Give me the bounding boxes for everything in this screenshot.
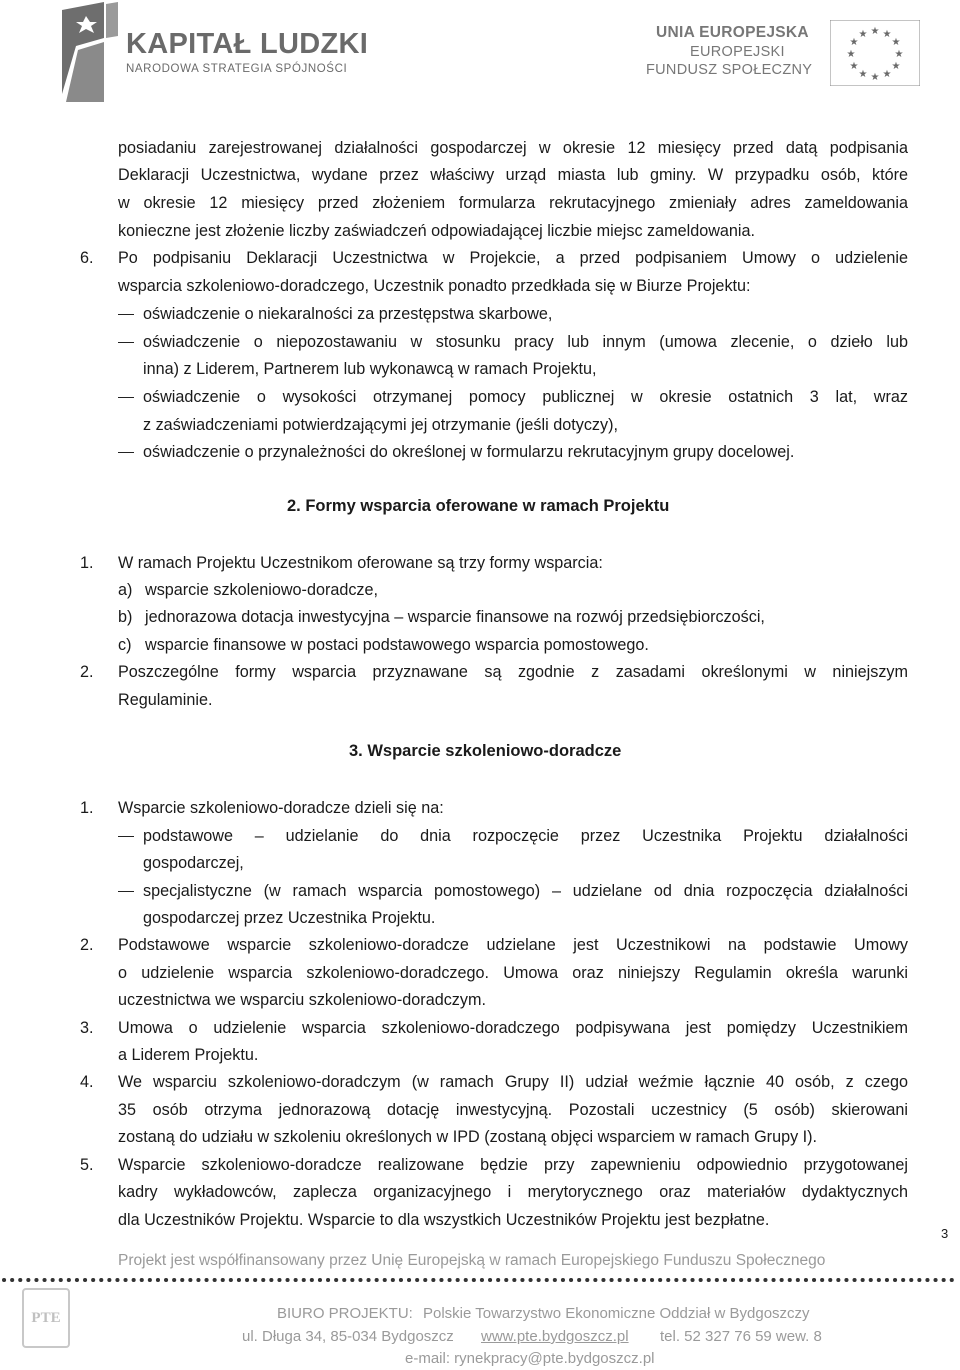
paragraph-line: We wsparciu szkoleniowo-doradczym (w ramach Grupy II) udział weźmie łącznie 40 osób, z czego bbox=[118, 1073, 908, 1091]
section-heading: 2. Formy wsparcia oferowane w ramach Projektu bbox=[287, 497, 670, 515]
eu-logo-line2: EUROPEJSKI bbox=[690, 44, 785, 60]
dotted-separator bbox=[0, 1276, 960, 1284]
section-heading: 3. Wsparcie szkoleniowo-doradcze bbox=[349, 742, 622, 760]
paragraph-line: Regulaminie. bbox=[118, 691, 213, 709]
bullet-text: oświadczenie o przynależności do określonej w formularzu rekrutacyjnym grupy docelowej. bbox=[143, 443, 795, 461]
eu-logo-line3: FUNDUSZ SPOŁECZNY bbox=[646, 62, 813, 78]
dash-bullet bbox=[118, 397, 134, 398]
bullet-text: z zaświadczeniami potwierdzającymi jej otrzymanie (jeśli dotyczy), bbox=[143, 416, 618, 434]
bullet-text: specjalistyczne (w ramach wsparcia pomostowego) – udzielane od dnia rozpoczęcia działalności bbox=[143, 882, 908, 900]
svg-text:★: ★ bbox=[882, 29, 892, 40]
paragraph-line: uczestnictwa we wsparciu szkoleniowo-doradczym. bbox=[118, 991, 486, 1009]
office-label: BIURO PROJEKTU: bbox=[277, 1305, 413, 1322]
paragraph-line: dla Uczestników Projektu. Wsparcie to dla wszystkich Uczestników Projektu jest bezpłatne. bbox=[118, 1211, 770, 1229]
bullet-text: oświadczenie o niekaralności za przestępstwa skarbowe, bbox=[143, 305, 553, 323]
svg-text:★: ★ bbox=[870, 72, 880, 83]
paragraph-line: Wsparcie szkoleniowo-doradcze dzieli się na: bbox=[118, 799, 444, 817]
paragraph-line: Deklaracji Uczestnictwa, wydane przez właściwy urząd miasta lub gminy. W przypadku osób, które bbox=[118, 166, 908, 184]
list-number: 2. bbox=[80, 936, 94, 954]
kapital-ludzki-title: KAPITAŁ LUDZKI bbox=[126, 28, 369, 60]
bullet-text: inna) z Liderem, Partnerem lub wykonawcą w ramach Projektu, bbox=[143, 360, 597, 378]
dash-bullet bbox=[118, 314, 134, 315]
cofinance-note: Projekt jest współfinansowany przez Unię Europejską w ramach Europejskiego Funduszu Społecznego bbox=[118, 1252, 826, 1269]
paragraph-line: Po podpisaniu Deklaracji Uczestnictwa w Projekcie, a przed podpisaniem Umowy o udzielenie bbox=[118, 249, 908, 267]
page-number: 3 bbox=[941, 1226, 949, 1241]
office-phone: tel. 52 327 76 59 wew. 8 bbox=[660, 1328, 822, 1345]
bullet-text: oświadczenie o wysokości otrzymanej pomocy publicznej w okresie ostatnich 3 lat, wraz bbox=[143, 388, 908, 406]
dash-bullet bbox=[118, 342, 134, 343]
sub-item-text: jednorazowa dotacja inwestycyjna – wsparcie finansowe na rozwój przedsiębiorczości, bbox=[145, 608, 765, 626]
list-number: 3. bbox=[80, 1019, 94, 1037]
svg-text:★: ★ bbox=[891, 61, 901, 72]
paragraph-line: konieczne jest złożenie liczby zaświadczeń odpowiadającej liczbie miejsc zameldowania. bbox=[118, 222, 756, 240]
sub-item-label: b) bbox=[118, 608, 133, 626]
bullet-text: gospodarczej przez Uczestnika Projektu. bbox=[143, 909, 436, 927]
kapital-ludzki-subtitle: NARODOWA STRATEGIA SPÓJNOŚCI bbox=[126, 63, 348, 75]
bullet-text: oświadczenie o niepozostawaniu w stosunku pracy lub innym (umowa zlecenie, o dzieło lub bbox=[143, 333, 908, 351]
svg-text:★: ★ bbox=[846, 49, 856, 60]
eu-flag-icon bbox=[830, 20, 920, 86]
office-email[interactable]: e-mail: rynekpracy@pte.bydgoszcz.pl bbox=[405, 1350, 655, 1367]
paragraph-line: o udzielenie wsparcia szkoleniowo-doradczego. Umowa oraz niniejszy Regulamin określa warunki bbox=[118, 964, 908, 982]
svg-text:★: ★ bbox=[858, 69, 868, 80]
pte-logo: PTE bbox=[22, 1288, 70, 1348]
list-number: 5. bbox=[80, 1156, 94, 1174]
list-number: 2. bbox=[80, 663, 94, 681]
dash-bullet bbox=[118, 452, 134, 453]
svg-text:★: ★ bbox=[849, 37, 859, 48]
svg-text:★: ★ bbox=[858, 29, 868, 40]
svg-text:★: ★ bbox=[891, 37, 901, 48]
list-number: 1. bbox=[80, 554, 94, 572]
paragraph-line: Wsparcie szkoleniowo-doradcze realizowane będzie przy zapewnieniu odpowiednio przygotowanej bbox=[118, 1156, 908, 1174]
svg-text:★: ★ bbox=[870, 26, 880, 37]
paragraph-line: wsparcia szkoleniowo-doradczego, Uczestnik ponadto przedkłada się w Biurze Projektu: bbox=[118, 277, 751, 295]
paragraph-line: a Liderem Projektu. bbox=[118, 1046, 259, 1064]
list-number: 6. bbox=[80, 249, 94, 267]
office-address: ul. Długa 34, 85-034 Bydgoszcz bbox=[242, 1328, 454, 1345]
sub-item-label: c) bbox=[118, 636, 132, 654]
sub-item-text: wsparcie finansowe w postaci podstawowego wsparcia pomostowego. bbox=[145, 636, 649, 654]
paragraph-line: posiadaniu zarejestrowanej działalności gospodarczej w okresie 12 miesięcy przed datą podpisania bbox=[118, 139, 908, 157]
bullet-text: podstawowe – udzielanie do dnia rozpoczęcie przez Uczestnika Projektu działalności bbox=[143, 827, 908, 845]
list-number: 1. bbox=[80, 799, 94, 817]
sub-item-text: wsparcie szkoleniowo-doradcze, bbox=[145, 581, 379, 599]
bullet-text: gospodarczej, bbox=[143, 854, 244, 872]
paragraph-line: kadry wykładowców, zaplecza organizacyjnego i merytorycznego oraz materiałów dydaktycznych bbox=[118, 1183, 908, 1201]
svg-text:★: ★ bbox=[882, 69, 892, 80]
eu-logo-line1: UNIA EUROPEJSKA bbox=[656, 24, 809, 41]
office-name: Polskie Towarzystwo Ekonomiczne Oddział w Bydgoszczy bbox=[423, 1305, 810, 1322]
dash-bullet bbox=[118, 891, 134, 892]
svg-text:★: ★ bbox=[849, 61, 859, 72]
paragraph-line: Poszczególne formy wsparcia przyznawane są zgodnie z zasadami określonymi w niniejszym bbox=[118, 663, 908, 681]
website-link[interactable]: www.pte.bydgoszcz.pl bbox=[481, 1328, 629, 1345]
list-number: 4. bbox=[80, 1073, 94, 1091]
svg-text:★: ★ bbox=[894, 49, 904, 60]
paragraph-line: Umowa o udzielenie wsparcia szkoleniowo-doradczego podpisywana jest pomiędzy Uczestnikiem bbox=[118, 1019, 908, 1037]
paragraph-line: Podstawowe wsparcie szkoleniowo-doradcze udzielane jest Uczestnikowi na podstawie Umowy bbox=[118, 936, 908, 954]
paragraph-line: zostaną do udziału w szkoleniu określonych w IPD (zostaną objęci wsparciem w ramach Grupy I). bbox=[118, 1128, 818, 1146]
dash-bullet bbox=[118, 836, 134, 837]
paragraph-line: w okresie 12 miesięcy przed złożeniem formularza rekrutacyjnego zmieniały adres zameldowania bbox=[118, 194, 908, 212]
paragraph-line: 35 osób otrzyma jednorazową dotację inwestycyjną. Pozostali uczestnicy (5 osób) skierowani bbox=[118, 1101, 908, 1119]
paragraph-line: W ramach Projektu Uczestnikom oferowane są trzy formy wsparcia: bbox=[118, 554, 603, 572]
sub-item-label: a) bbox=[118, 581, 133, 599]
